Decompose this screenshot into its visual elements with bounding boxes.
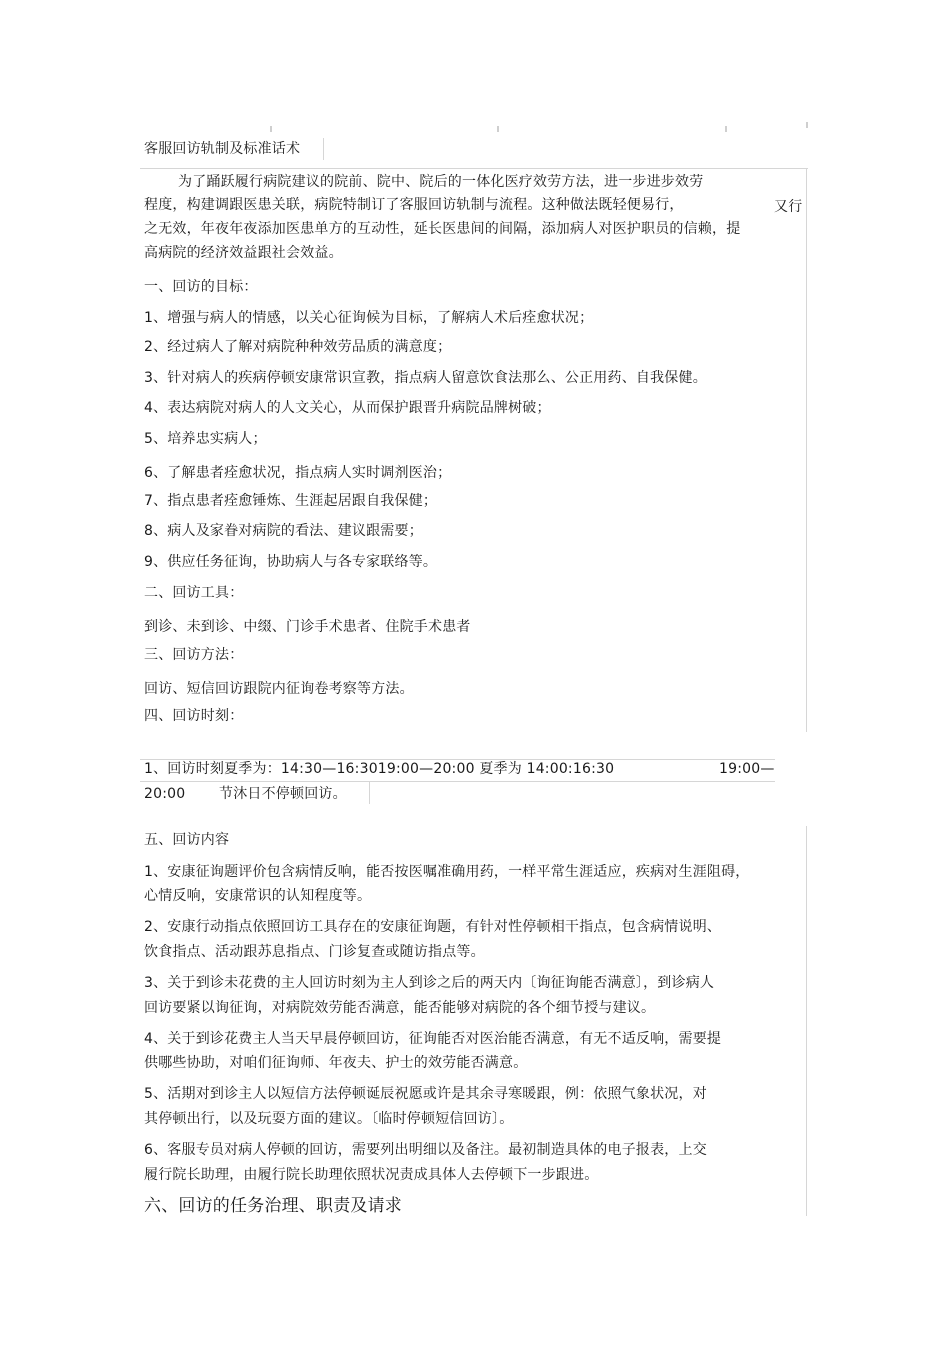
- section-heading: 三、回访方法：: [144, 647, 244, 663]
- list-item: 9、供应任务征询，协助病人与各专家联络等。: [144, 554, 438, 570]
- intro-line: 之无效，年夜年夜添加医患单方的互动性，延长医患间的间隔，添加病人对医护职员的信赖，提: [144, 221, 741, 237]
- scan-mark: [806, 122, 808, 128]
- schedule-line-end: 19:00—: [719, 761, 775, 777]
- scan-mark: [725, 126, 727, 132]
- list-item: 6、了解患者痊愈状况，指点病人实时调剂医治；: [144, 465, 452, 481]
- list-item: 4、表达病院对病人的人文关心，从而保护跟晋升病院品牌树破；: [144, 400, 551, 416]
- section-body: 到诊、未到诊、中缀、门诊手术患者、住院手术患者: [144, 619, 471, 635]
- section-heading: 二、回访工具：: [144, 585, 244, 601]
- list-item: 3、关于到诊未花费的主人回访时刻为主人到诊之后的两天内〔询征询能否满意〕，到诊病人: [144, 975, 715, 991]
- list-item: 6、客服专员对病人停顿的回访，需要列出明细以及备注。最初制造具体的电子报表，上交: [144, 1142, 707, 1158]
- list-item: 5、培养忠实病人；: [144, 431, 267, 447]
- scan-mark: [270, 126, 272, 132]
- section-heading: 四、回访时刻：: [144, 708, 244, 724]
- scan-mark: [497, 126, 499, 132]
- frame-line: [806, 826, 807, 1216]
- list-item: 7、指点患者痊愈锤炼、生涯起居跟自我保健；: [144, 493, 438, 509]
- document-title: 客服回访轨制及标准话术: [144, 141, 301, 157]
- list-item: 8、病人及家眷对病院的看法、建议跟需要；: [144, 523, 423, 539]
- frame-line: [323, 138, 324, 160]
- intro-aside: 又行: [774, 199, 803, 215]
- list-item: 2、经过病人了解对病院种种效劳品质的满意度；: [144, 339, 452, 355]
- frame-line: [806, 168, 807, 732]
- frame-line: [369, 782, 370, 804]
- schedule-line: 20:00: [144, 786, 186, 802]
- section-body: 回访、短信回访跟院内征询卷考察等方法。: [144, 681, 414, 697]
- list-item: 4、关于到诊花费主人当天早晨停顿回访，征询能否对医治能否满意，有无不适反响，需要提: [144, 1031, 722, 1047]
- list-item: 3、针对病人的疾病停顿安康常识宣教，指点病人留意饮食法那么、公正用药、自我保健。: [144, 370, 707, 386]
- intro-line: 为了踊跃履行病院建议的院前、院中、院后的一体化医疗效劳方法，进一步进步效劳: [178, 174, 704, 190]
- list-item: 1、安康征询题评价包含病情反响，能否按医嘱准确用药，一样平常生涯适应，疾病对生涯阻碍，: [144, 864, 750, 880]
- list-item-cont: 心情反响，安康常识的认知程度等。: [144, 888, 372, 904]
- section-heading-large: 六、回访的任务治理、职责及请求: [144, 1196, 402, 1216]
- list-item-cont: 其停顿出行，以及玩耍方面的建议。〔临时停顿短信回访〕。: [144, 1111, 514, 1127]
- list-item: 5、活期对到诊主人以短信方法停顿诞辰祝愿或许是其余寻寒暖跟，例：依照气象状况，对: [144, 1086, 707, 1102]
- list-item: 2、安康行动指点依照回访工具存在的安康征询题，有针对性停顿相干指点，包含病情说明、: [144, 919, 722, 935]
- intro-line: 程度，构建调跟医患关联，病院特制订了客服回访轨制与流程。这种做法既轻便易行，: [144, 197, 684, 213]
- frame-line: [140, 168, 808, 169]
- intro-line: 高病院的经济效益跟社会效益。: [144, 245, 343, 261]
- list-item-cont: 履行院长助理，由履行院长助理依照状况责成具体人去停顿下一步跟进。: [144, 1167, 599, 1183]
- frame-line: [140, 781, 775, 782]
- list-item-cont: 回访要紧以询征询，对病院效劳能否满意，能否能够对病院的各个细节授与建议。: [144, 1000, 656, 1016]
- schedule-line: 1、回访时刻夏季为：14:30—16:3019:00—20:00 夏季为 14:00:16:30: [144, 761, 615, 777]
- section-heading: 一、回访的目标：: [144, 279, 258, 295]
- list-item: 1、增强与病人的情感，以关心征询候为目标，了解病人术后痊愈状况；: [144, 310, 594, 326]
- list-item-cont: 供哪些协助，对咱们征询师、年夜夫、护士的效劳能否满意。: [144, 1055, 528, 1071]
- section-heading: 五、回访内容: [144, 832, 230, 848]
- schedule-note: 节沐日不停顿回访。: [219, 786, 347, 802]
- list-item-cont: 饮食指点、活动跟苏息指点、门诊复查或随访指点等。: [144, 944, 485, 960]
